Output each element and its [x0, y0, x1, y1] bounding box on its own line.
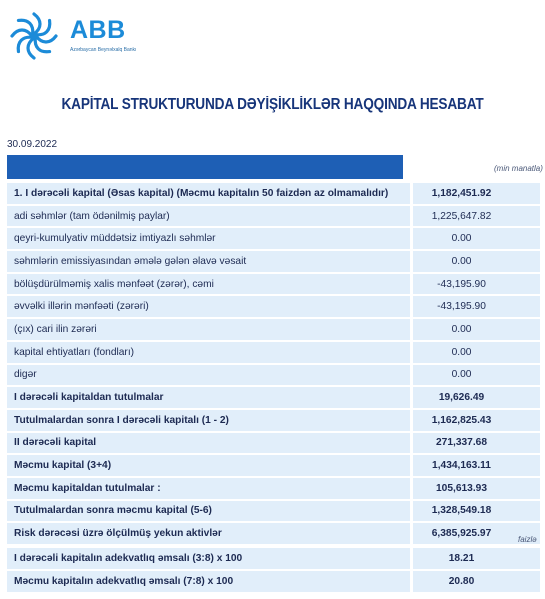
row-label: Risk dərəcəsi üzrə ölçülmüş yekun aktivlər [7, 523, 410, 544]
row-value: 1,225,647.82 [413, 206, 540, 227]
table-row [7, 319, 540, 340]
abb-logo [8, 10, 148, 62]
table-row [7, 478, 540, 499]
table-header-bar [7, 155, 403, 179]
table-row [7, 433, 540, 454]
table-row [7, 274, 540, 295]
row-value: 18.21 [413, 548, 540, 569]
row-value: 19,626.49 [413, 387, 540, 408]
row-value: 1,328,549.18 [413, 501, 540, 522]
row-value: -43,195.90 [413, 296, 540, 317]
row-value: -43,195.90 [413, 274, 540, 295]
row-label: Məcmu kapitaldan tutulmalar : [7, 478, 410, 499]
table-row [7, 410, 540, 431]
row-value: 0.00 [413, 251, 540, 272]
row-label: Məcmu kapital (3+4) [7, 455, 410, 476]
table-row [7, 206, 540, 227]
row-value: 0.00 [413, 228, 540, 249]
row-label: digər [7, 365, 410, 386]
row-label: səhmlərin emissiyasından əmələ gələn əlavə vəsait [7, 251, 410, 272]
row-label: 1. I dərəcəli kapital (Əsas kapital) (Məcmu kapitalın 50 faizdən az olmamalıdır) [7, 183, 410, 204]
row-label: qeyri-kumulyativ müddətsiz imtiyazlı səhmlər [7, 228, 410, 249]
row-label: I dərəcəli kapitalın adekvatlıq əmsalı (3:8) x 100 [7, 548, 410, 569]
row-value: 1,434,163.11 [413, 455, 540, 476]
row-value: 1,182,451.92 [413, 183, 540, 204]
ratio-row [7, 571, 540, 592]
logo-subtitle: Azərbaycan Beynəlxalq Bankı [70, 47, 137, 53]
row-label: kapital ehtiyatları (fondları) [7, 342, 410, 363]
row-value: 105,613.93 [413, 478, 540, 499]
table-row [7, 251, 540, 272]
row-label: I dərəcəli kapitaldan tutulmalar [7, 387, 410, 408]
capital-table [7, 181, 540, 546]
table-row [7, 183, 540, 204]
table-row [7, 342, 540, 363]
row-label: Tutulmalardan sonra I dərəcəli kapitalı (1 - 2) [7, 410, 410, 431]
unit-note: (min manatla) [494, 164, 543, 173]
row-label: Məcmu kapitalın adekvatlıq əmsalı (7:8) x 100 [7, 571, 410, 592]
abb-star-icon [8, 10, 60, 62]
row-value: 271,337.68 [413, 433, 540, 454]
row-label: əvvəlki illərin mənfəəti (zərəri) [7, 296, 410, 317]
table-row [7, 387, 540, 408]
ratio-unit-note: faizlə [518, 535, 537, 544]
row-value: 0.00 [413, 365, 540, 386]
row-label: adi səhmlər (tam ödənilmiş paylar) [7, 206, 410, 227]
report-title: KAPİTAL STRUKTURUNDA DƏYİŞİKLİKLƏR HAQQINDA HESABAT [61, 96, 484, 113]
report-date: 30.09.2022 [7, 139, 58, 150]
ratio-table [7, 546, 540, 594]
row-label: bölüşdürülməmiş xalis mənfəət (zərər), cəmi [7, 274, 410, 295]
row-value: 0.00 [413, 319, 540, 340]
table-row [7, 365, 540, 386]
row-label: II dərəcəli kapital [7, 433, 410, 454]
table-row [7, 228, 540, 249]
row-value: 0.00 [413, 342, 540, 363]
row-value: 20.80 [413, 571, 540, 592]
row-value: 6,385,925.97 [413, 523, 540, 544]
logo-brand: ABB [70, 16, 126, 44]
table-row [7, 455, 540, 476]
row-label: Tutulmalardan sonra məcmu kapital (5-6) [7, 501, 410, 522]
table-row [7, 523, 540, 544]
ratio-row [7, 548, 540, 569]
row-value: 1,162,825.43 [413, 410, 540, 431]
row-label: (çıx) cari ilin zərəri [7, 319, 410, 340]
table-row [7, 501, 540, 522]
table-row [7, 296, 540, 317]
